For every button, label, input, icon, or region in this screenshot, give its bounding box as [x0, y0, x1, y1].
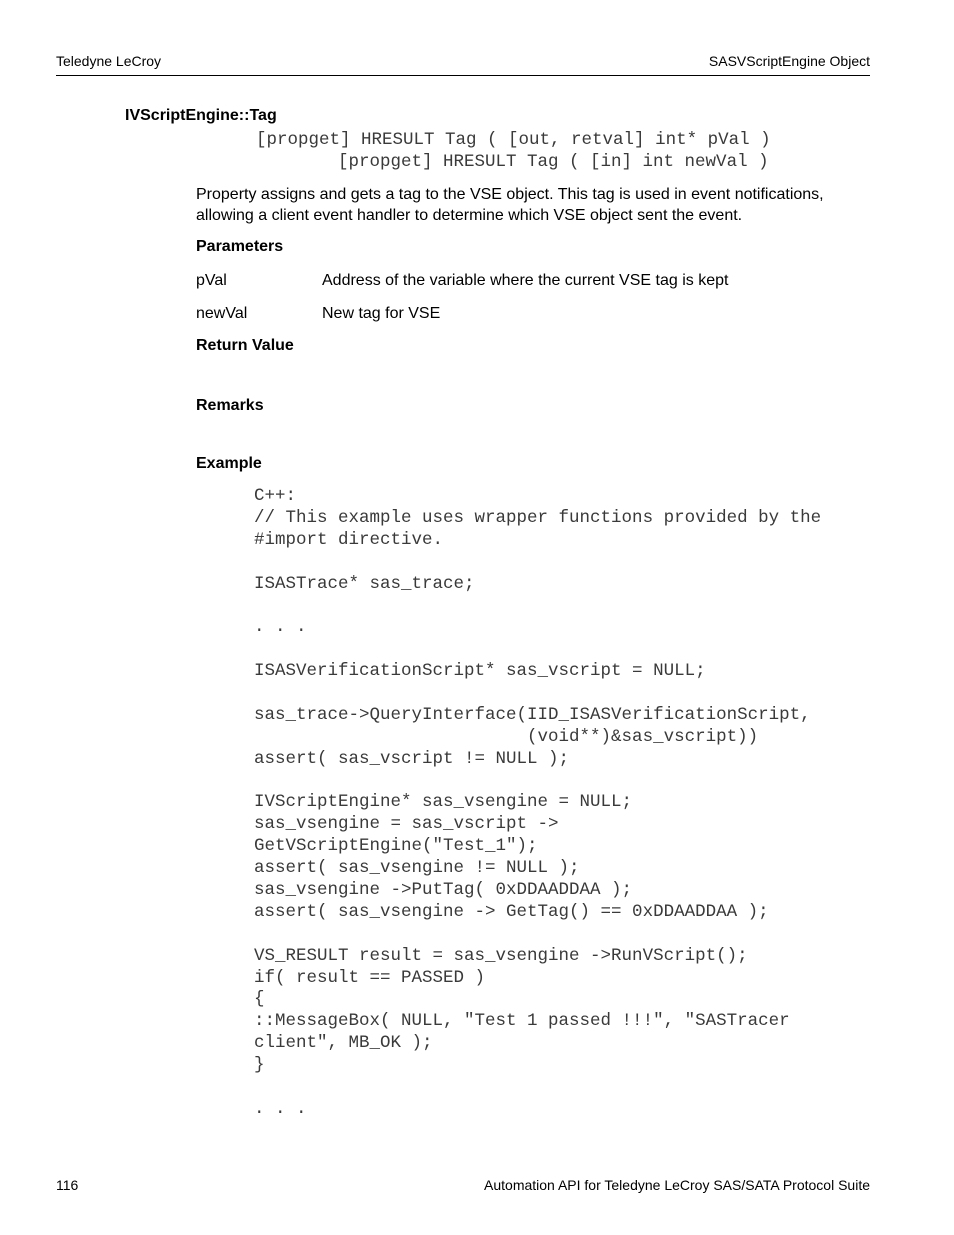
- code-line: GetVScriptEngine("Test_1");: [254, 836, 538, 857]
- code-line: // This example uses wrapper functions provided by the: [254, 507, 822, 528]
- code-line: {: [254, 989, 265, 1010]
- return-value-heading: Return Value: [196, 337, 294, 354]
- example-heading: Example: [196, 455, 262, 472]
- code-line: VS_RESULT result = sas_vsengine ->RunVScript();: [254, 945, 748, 966]
- code-line: assert( sas_vsengine != NULL );: [254, 858, 580, 879]
- code-line: [254, 924, 821, 946]
- code-line: IVScriptEngine* sas_vsengine = NULL;: [254, 792, 633, 813]
- code-line: sas_vsengine = sas_vscript ->: [254, 814, 559, 835]
- header-right: SASVScriptEngine Object: [708, 53, 870, 69]
- section-title: IVScriptEngine::Tag: [125, 107, 277, 124]
- code-line: assert( sas_vscript != NULL );: [254, 748, 570, 769]
- code-line: if( result == PASSED ): [254, 967, 486, 988]
- code-line: C++:: [254, 486, 297, 506]
- code-line: . . .: [254, 1098, 307, 1119]
- code-line: assert( sas_vsengine -> GetTag() == 0xDDAADDAA );: [254, 901, 769, 922]
- code-line: [254, 683, 821, 705]
- signature-get: [propget] HRESULT Tag ( [out, retval] int* pVal ): [256, 130, 771, 150]
- code-line: [254, 1077, 821, 1099]
- signature-put: [propget] HRESULT Tag ( [in] int newVal ): [338, 152, 769, 172]
- page-number: 116: [56, 1177, 79, 1193]
- footer-title: Automation API for Teledyne LeCroy SAS/SATA Protocol Suite: [484, 1177, 870, 1193]
- param-desc-newval: New tag for VSE: [322, 305, 441, 322]
- param-desc-pval: Address of the variable where the current VSE tag is kept: [322, 272, 729, 289]
- example-code-block: [254, 486, 821, 1121]
- header-rule: [56, 75, 870, 76]
- code-line: [254, 639, 821, 661]
- code-line: ::MessageBox( NULL, "Test 1 passed !!!", "SASTracer: [254, 1011, 790, 1032]
- code-line: }: [254, 1055, 265, 1076]
- code-line: [254, 771, 821, 793]
- code-line: #import directive.: [254, 529, 444, 550]
- parameters-heading: Parameters: [196, 238, 284, 255]
- description: Property assigns and gets a tag to the VSE object. This tag is used in event notifications, allowing a client event handler to determine which VSE object sent the event.: [196, 186, 824, 224]
- code-line: ISASVerificationScript* sas_vscript = NULL;: [254, 661, 706, 682]
- code-line: sas_trace->QueryInterface(IID_ISASVerificationScript,: [254, 704, 811, 725]
- code-line: sas_vsengine ->PutTag( 0xDDAADDAA );: [254, 880, 633, 901]
- header-left: Teledyne LeCroy: [56, 53, 162, 69]
- param-name-pval: pVal: [196, 272, 227, 289]
- code-line: . . .: [254, 617, 307, 638]
- param-name-newval: newVal: [196, 305, 248, 322]
- code-line: client", MB_OK );: [254, 1033, 433, 1054]
- code-line: ISASTrace* sas_trace;: [254, 573, 475, 594]
- code-line: [254, 595, 821, 617]
- code-line: [254, 552, 821, 574]
- code-line: (void**)&sas_vscript)): [254, 726, 759, 747]
- remarks-heading: Remarks: [196, 397, 264, 414]
